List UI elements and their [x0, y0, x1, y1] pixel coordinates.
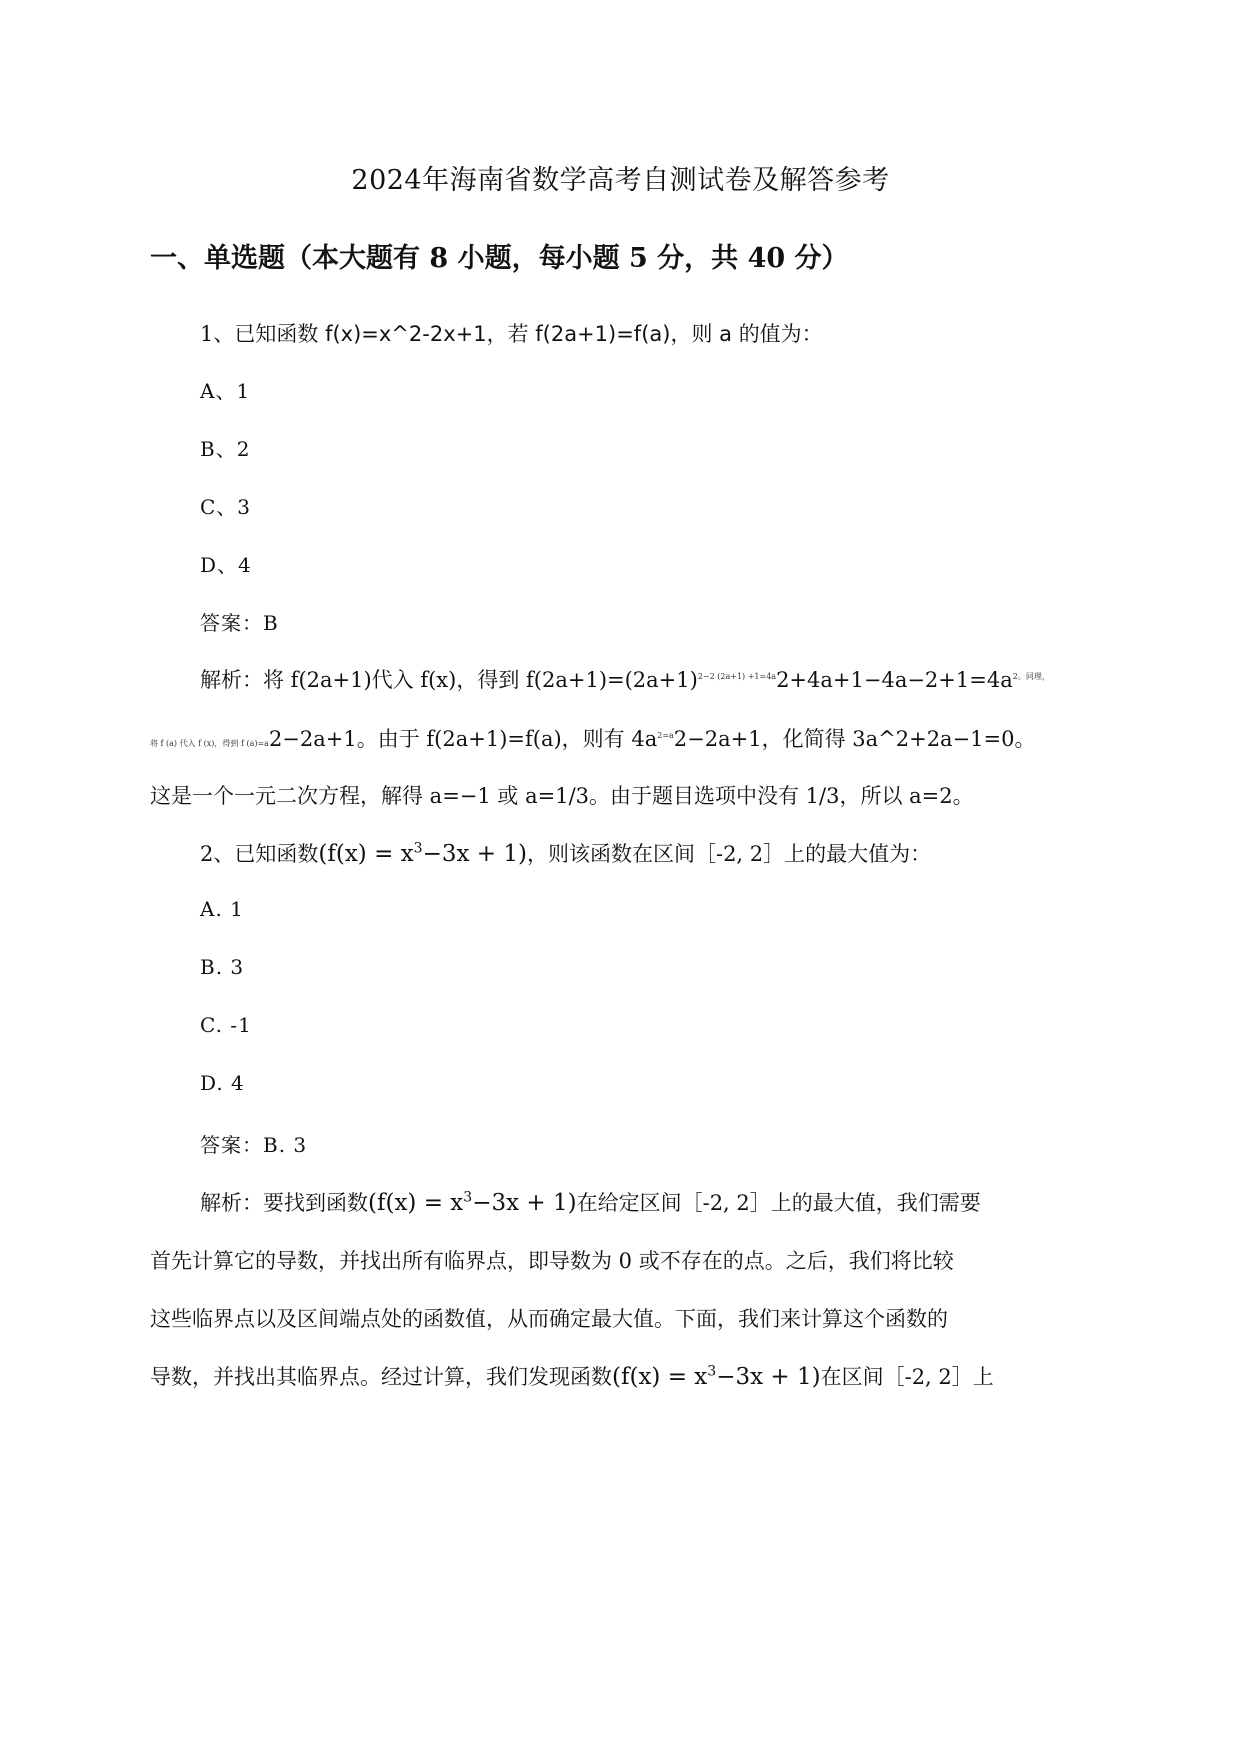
q2-analysis-line-4 — [150, 1361, 994, 1391]
question-number: 2、 — [200, 842, 235, 866]
page-title: 2024年海南省数学高考自测试卷及解答参考 — [351, 165, 890, 196]
stem-math: f(x)=x^2-2x+1，若 f(2a+1)=f(a)，则 a — [325, 322, 739, 346]
q1-analysis-line-3: 这是一个一元二次方程，解得 a=−1 或 a=1/3。由于题目选项中没有 1/3，所以 a=2。 — [150, 784, 974, 808]
formula-part: −3x + 1) — [422, 841, 527, 867]
formula-exponent: 3 — [707, 1363, 717, 1380]
q1-answer: 答案：B — [200, 611, 279, 635]
analysis-text: 在区间［-2, 2］上 — [820, 1365, 994, 1389]
analysis-superscript: 2−2 (2a+1) +1=4a — [697, 672, 777, 681]
formula-exponent: 3 — [413, 840, 423, 857]
stem-suffix: 的值为： — [738, 322, 823, 346]
section-heading: 一、单选题（本大题有 8 小题，每小题 5 分，共 40 分） — [150, 243, 849, 274]
analysis-superscript: 2=a — [657, 731, 674, 740]
formula-part: −3x + 1) — [716, 1364, 821, 1390]
formula-part: −3x + 1) — [472, 1190, 577, 1216]
q1-analysis-line-1 — [200, 664, 1050, 694]
stem-prefix: 已知函数 — [234, 322, 326, 346]
q1-option-d: D、4 — [200, 553, 252, 577]
q2-option-b: B. 3 — [200, 955, 245, 979]
question-number: 1、 — [200, 322, 235, 346]
question-1-stem — [200, 318, 823, 348]
formula-part: (f(x) = x — [612, 1364, 708, 1390]
formula-exponent: 3 — [463, 1189, 473, 1206]
analysis-superscript: 2。 — [1012, 672, 1026, 681]
q2-option-d: D. 4 — [200, 1071, 245, 1095]
formula-part: (f(x) = x — [318, 841, 414, 867]
analysis-text: 2+4a+1−4a−2+1=4a — [776, 668, 1013, 692]
q1-option-c: C、3 — [200, 495, 252, 519]
analysis-text: 解析：要找到函数 — [200, 1191, 368, 1215]
q2-analysis-line-3: 这些临界点以及区间端点处的函数值，从而确定最大值。下面，我们来计算这个函数的 — [150, 1307, 948, 1331]
analysis-text: 2−2a+1。由于 f(2a+1)=f(a)，则有 4a — [268, 727, 658, 751]
q1-option-a: A、1 — [200, 379, 251, 403]
q2-analysis-line-1 — [200, 1187, 981, 1217]
analysis-tiny-text: 将 f (a) 代入 f (x)，得到 f (a)=a — [150, 739, 269, 748]
analysis-text: 在给定区间［-2, 2］上的最大值，我们需要 — [576, 1191, 981, 1215]
analysis-tiny-text: 同理， — [1025, 672, 1050, 681]
q2-option-a: A. 1 — [200, 897, 244, 921]
stem-prefix: 已知函数 — [234, 842, 319, 866]
q1-option-b: B、2 — [200, 437, 251, 461]
question-2-stem — [200, 838, 931, 868]
function-formula — [368, 1190, 577, 1216]
function-formula — [612, 1364, 821, 1390]
formula-part: (f(x) = x — [368, 1190, 464, 1216]
q2-analysis-line-2: 首先计算它的导数，并找出所有临界点，即导数为 0 或不存在的点。之后，我们将比较 — [150, 1249, 954, 1273]
function-formula — [318, 841, 527, 867]
analysis-text: 导数，并找出其临界点。经过计算，我们发现函数 — [150, 1365, 612, 1389]
analysis-text: 解析：将 f(2a+1)代入 f(x)，得到 f(2a+1)=(2a+1) — [200, 668, 698, 692]
q1-analysis-line-2 — [150, 723, 1036, 753]
analysis-text: 2−2a+1，化简得 3a^2+2a−1=0。 — [673, 727, 1036, 751]
stem-suffix: ，则该函数在区间［-2, 2］上的最大值为： — [526, 842, 932, 866]
q2-option-c: C. -1 — [200, 1013, 252, 1037]
q2-answer: 答案：B. 3 — [200, 1133, 308, 1157]
